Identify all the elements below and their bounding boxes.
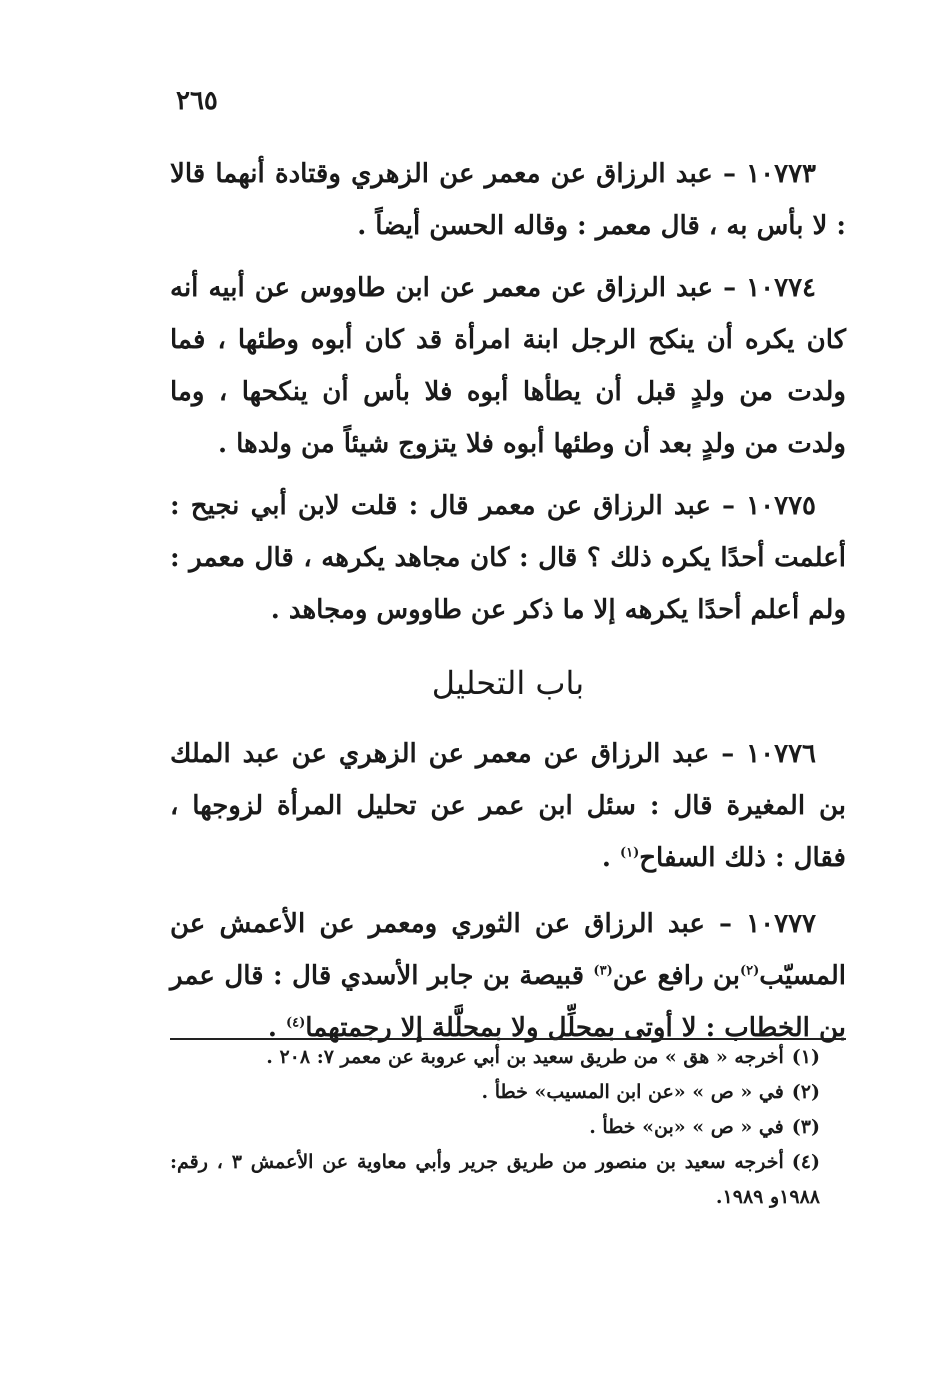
footnotes	[170, 1040, 846, 1215]
footnote-text: في « ص » «عن ابن المسيب» خطأ .	[481, 1081, 784, 1103]
footnote-2	[170, 1075, 846, 1110]
hadith-10777-part3: قبيصة بن جابر الأسدي قال : قال عمر بن الخطاب : لا أوتى بمحلِّل ولا بمحلَّلة إلا رجمتهما	[170, 961, 846, 1043]
footnote-1	[170, 1040, 846, 1075]
footnote-4	[170, 1145, 846, 1215]
footnote-number: (١)	[791, 1046, 820, 1068]
footnote-text: أخرجه سعيد بن منصور من طريق جرير وأبي معاوية عن الأعمش ٣ ، رقم: ١٩٨٨و ١٩٨٩.	[170, 1151, 820, 1208]
footnote-ref-1: (١)	[619, 845, 640, 861]
hadith-block-top	[170, 148, 846, 636]
hadith-10776-end: .	[601, 843, 620, 873]
footnote-number: (٤)	[791, 1151, 820, 1173]
footnote-number: (٢)	[791, 1081, 820, 1103]
hadith-10777	[170, 898, 846, 1054]
footnote-ref-2: (٢)	[739, 963, 760, 979]
hadith-10776	[170, 728, 846, 884]
footnote-3	[170, 1110, 846, 1145]
hadith-10775: ١٠٧٧٥ – عبد الرزاق عن معمر قال : قلت لابن أبي نجيح : أعلمت أحدًا يكره ذلك ؟ قال : كان مجاهد يكرهه ، قال معمر : ولم أعلم أحدًا يكرهه إلا ما ذكر عن طاووس ومجاهد .	[170, 491, 846, 625]
hadith-10773: ١٠٧٧٣ – عبد الرزاق عن معمر عن الزهري وقتادة أنهما قالا : لا بأس به ، قال معمر : وقاله الحسن أيضاً .	[170, 159, 846, 241]
footnote-number: (٣)	[791, 1116, 820, 1138]
footnote-text: أخرجه « هق » من طريق سعيد بن أبي عروبة عن معمر ٧: ٢٠٨ .	[266, 1046, 784, 1068]
footnote-text: في « ص » «بن» خطأ .	[589, 1116, 784, 1138]
hadith-block-bottom	[170, 728, 846, 1054]
hadith-10776-text: ١٠٧٧٦ – عبد الرزاق عن معمر عن الزهري عن عبد الملك بن المغيرة قال : سئل ابن عمر عن تحليل المرأة لزوجها ، فقال : ذلك السفاح	[170, 739, 846, 873]
hadith-10777-part1: ١٠٧٧٧ – عبد الرزاق عن الثوري ومعمر عن الأعمش عن المسيّب	[170, 909, 846, 991]
footnote-ref-3: (٣)	[593, 963, 613, 979]
footnote-ref-4: (٤)	[286, 1015, 306, 1031]
section-heading: باب التحليل	[431, 664, 585, 702]
hadith-10777-end: .	[267, 1013, 286, 1043]
page-number: ٢٦٥	[176, 86, 218, 116]
hadith-10777-part2: بن رافع عن	[612, 961, 740, 991]
hadith-10774: ١٠٧٧٤ – عبد الرزاق عن معمر عن ابن طاووس عن أبيه أنه كان يكره أن ينكح الرجل ابنة امرأة قد كان أبوه وطئها ، فما ولدت من ولدٍ قبل أن يطأها أبوه فلا بأس أن ينكحها ، وما ولدت من ولدٍ بعد أن وطئها أبوه فلا يتزوج شيئاً من ولدها .	[170, 273, 846, 459]
